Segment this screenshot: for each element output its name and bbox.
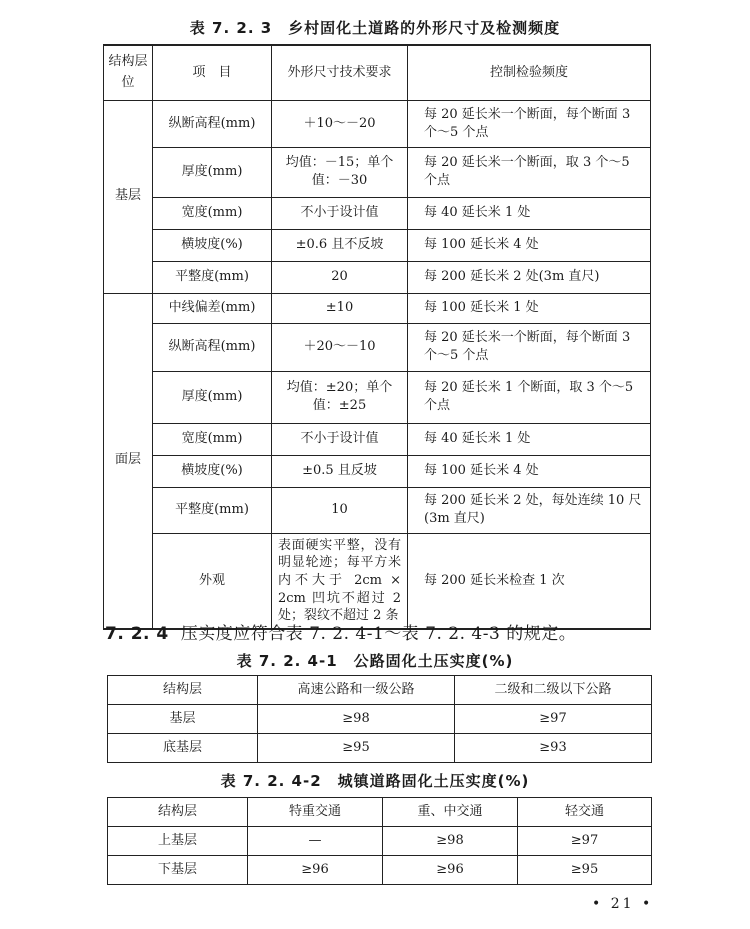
table-cell: 基层 xyxy=(108,705,258,734)
table-7241 xyxy=(107,675,652,763)
header-cell: 特重交通 xyxy=(248,798,383,827)
table-cell: — xyxy=(248,827,383,856)
item-cell: 厚度(mm) xyxy=(153,147,272,197)
requirement-cell: 表面硬实平整，没有明显轮迹；每平方米内不大于 2cm × 2cm 凹坑不超过 2 处；裂纹不超过 2 条 xyxy=(272,533,408,629)
table-cell: ≥96 xyxy=(248,856,383,885)
table-cell: 底基层 xyxy=(108,734,258,763)
header-item: 项 目 xyxy=(153,45,272,100)
table-row xyxy=(108,734,652,763)
requirement-cell: ＋10～－20 xyxy=(272,100,408,147)
frequency-cell: 每 20 延长米一个断面，每个断面 3 个～5 个点 xyxy=(408,323,651,371)
table-caption-723: 表 7. 2. 3 乡村固化土道路的外形尺寸及检测频度 xyxy=(189,19,561,37)
item-cell: 宽度(mm) xyxy=(153,197,272,229)
requirement-cell: ±0.6 且不反坡 xyxy=(272,229,408,261)
table-cell: ≥96 xyxy=(383,856,518,885)
frequency-cell: 每 200 延长米 2 处(3m 直尺) xyxy=(408,261,651,293)
table-723 xyxy=(103,44,651,630)
requirement-cell: 20 xyxy=(272,261,408,293)
table-row xyxy=(104,147,651,197)
clause-number: 7. 2. 4 xyxy=(105,624,169,644)
table-row xyxy=(104,423,651,455)
table-cell: ≥95 xyxy=(258,734,455,763)
header-layer: 结构层位 xyxy=(104,45,153,100)
frequency-cell: 每 200 延长米 2 处，每处连续 10 尺(3m 直尺) xyxy=(408,487,651,533)
header-cell: 高速公路和一级公路 xyxy=(258,676,455,705)
table-cell: ≥95 xyxy=(518,856,652,885)
header-frequency: 控制检验频度 xyxy=(408,45,651,100)
header-cell: 二级和二级以下公路 xyxy=(455,676,652,705)
page-number: • 21 • xyxy=(592,896,654,912)
table-header-row xyxy=(108,676,652,705)
table-cell: ≥97 xyxy=(518,827,652,856)
item-cell: 外观 xyxy=(153,533,272,629)
requirement-cell: ＋20～－10 xyxy=(272,323,408,371)
header-cell: 重、中交通 xyxy=(383,798,518,827)
table-row xyxy=(104,487,651,533)
table-row xyxy=(104,261,651,293)
table-row xyxy=(104,293,651,323)
table-caption-7241: 表 7. 2. 4-1 公路固化土压实度(%) xyxy=(236,652,514,670)
table-cell: 上基层 xyxy=(108,827,248,856)
table-row xyxy=(104,371,651,423)
clause-724 xyxy=(105,619,576,644)
table-cell: 下基层 xyxy=(108,856,248,885)
item-cell: 平整度(mm) xyxy=(153,487,272,533)
item-cell: 横坡度(%) xyxy=(153,229,272,261)
layer-cell-base: 基层 xyxy=(104,100,153,293)
table-cell: ≥97 xyxy=(455,705,652,734)
frequency-cell: 每 40 延长米 1 处 xyxy=(408,197,651,229)
table-row xyxy=(104,197,651,229)
item-cell: 中线偏差(mm) xyxy=(153,293,272,323)
table-header-row xyxy=(104,45,651,100)
table-cell: ≥93 xyxy=(455,734,652,763)
item-cell: 横坡度(%) xyxy=(153,455,272,487)
header-cell: 轻交通 xyxy=(518,798,652,827)
table-row xyxy=(104,229,651,261)
item-cell: 纵断高程(mm) xyxy=(153,323,272,371)
requirement-cell: ±10 xyxy=(272,293,408,323)
table-cell: ≥98 xyxy=(258,705,455,734)
table-row xyxy=(108,705,652,734)
requirement-cell: ±0.5 且反坡 xyxy=(272,455,408,487)
table-row xyxy=(104,533,651,629)
table-row xyxy=(104,455,651,487)
item-cell: 厚度(mm) xyxy=(153,371,272,423)
frequency-cell: 每 100 延长米 1 处 xyxy=(408,293,651,323)
requirement-cell: 均值：±20；单个值：±25 xyxy=(272,371,408,423)
table-row xyxy=(108,856,652,885)
table-row xyxy=(104,100,651,147)
table-row xyxy=(104,323,651,371)
table-caption-7242: 表 7. 2. 4-2 城镇道路固化土压实度(%) xyxy=(220,772,530,790)
layer-cell-surface: 面层 xyxy=(104,293,153,629)
requirement-cell: 均值：－15；单个值：－30 xyxy=(272,147,408,197)
frequency-cell: 每 20 延长米 1 个断面，取 3 个～5 个点 xyxy=(408,371,651,423)
header-cell: 结构层 xyxy=(108,798,248,827)
item-cell: 平整度(mm) xyxy=(153,261,272,293)
requirement-cell: 10 xyxy=(272,487,408,533)
frequency-cell: 每 100 延长米 4 处 xyxy=(408,455,651,487)
table-row xyxy=(108,827,652,856)
table-7242 xyxy=(107,797,652,885)
frequency-cell: 每 40 延长米 1 处 xyxy=(408,423,651,455)
table-header-row xyxy=(108,798,652,827)
table-cell: ≥98 xyxy=(383,827,518,856)
clause-text: 压实度应符合表 7. 2. 4-1～表 7. 2. 4-3 的规定。 xyxy=(180,624,577,644)
item-cell: 宽度(mm) xyxy=(153,423,272,455)
frequency-cell: 每 200 延长米检查 1 次 xyxy=(408,533,651,629)
frequency-cell: 每 20 延长米一个断面，取 3 个～5 个点 xyxy=(408,147,651,197)
frequency-cell: 每 20 延长米一个断面，每个断面 3 个～5 个点 xyxy=(408,100,651,147)
item-cell: 纵断高程(mm) xyxy=(153,100,272,147)
frequency-cell: 每 100 延长米 4 处 xyxy=(408,229,651,261)
header-requirement: 外形尺寸技术要求 xyxy=(272,45,408,100)
requirement-cell: 不小于设计值 xyxy=(272,197,408,229)
header-cell: 结构层 xyxy=(108,676,258,705)
requirement-cell: 不小于设计值 xyxy=(272,423,408,455)
